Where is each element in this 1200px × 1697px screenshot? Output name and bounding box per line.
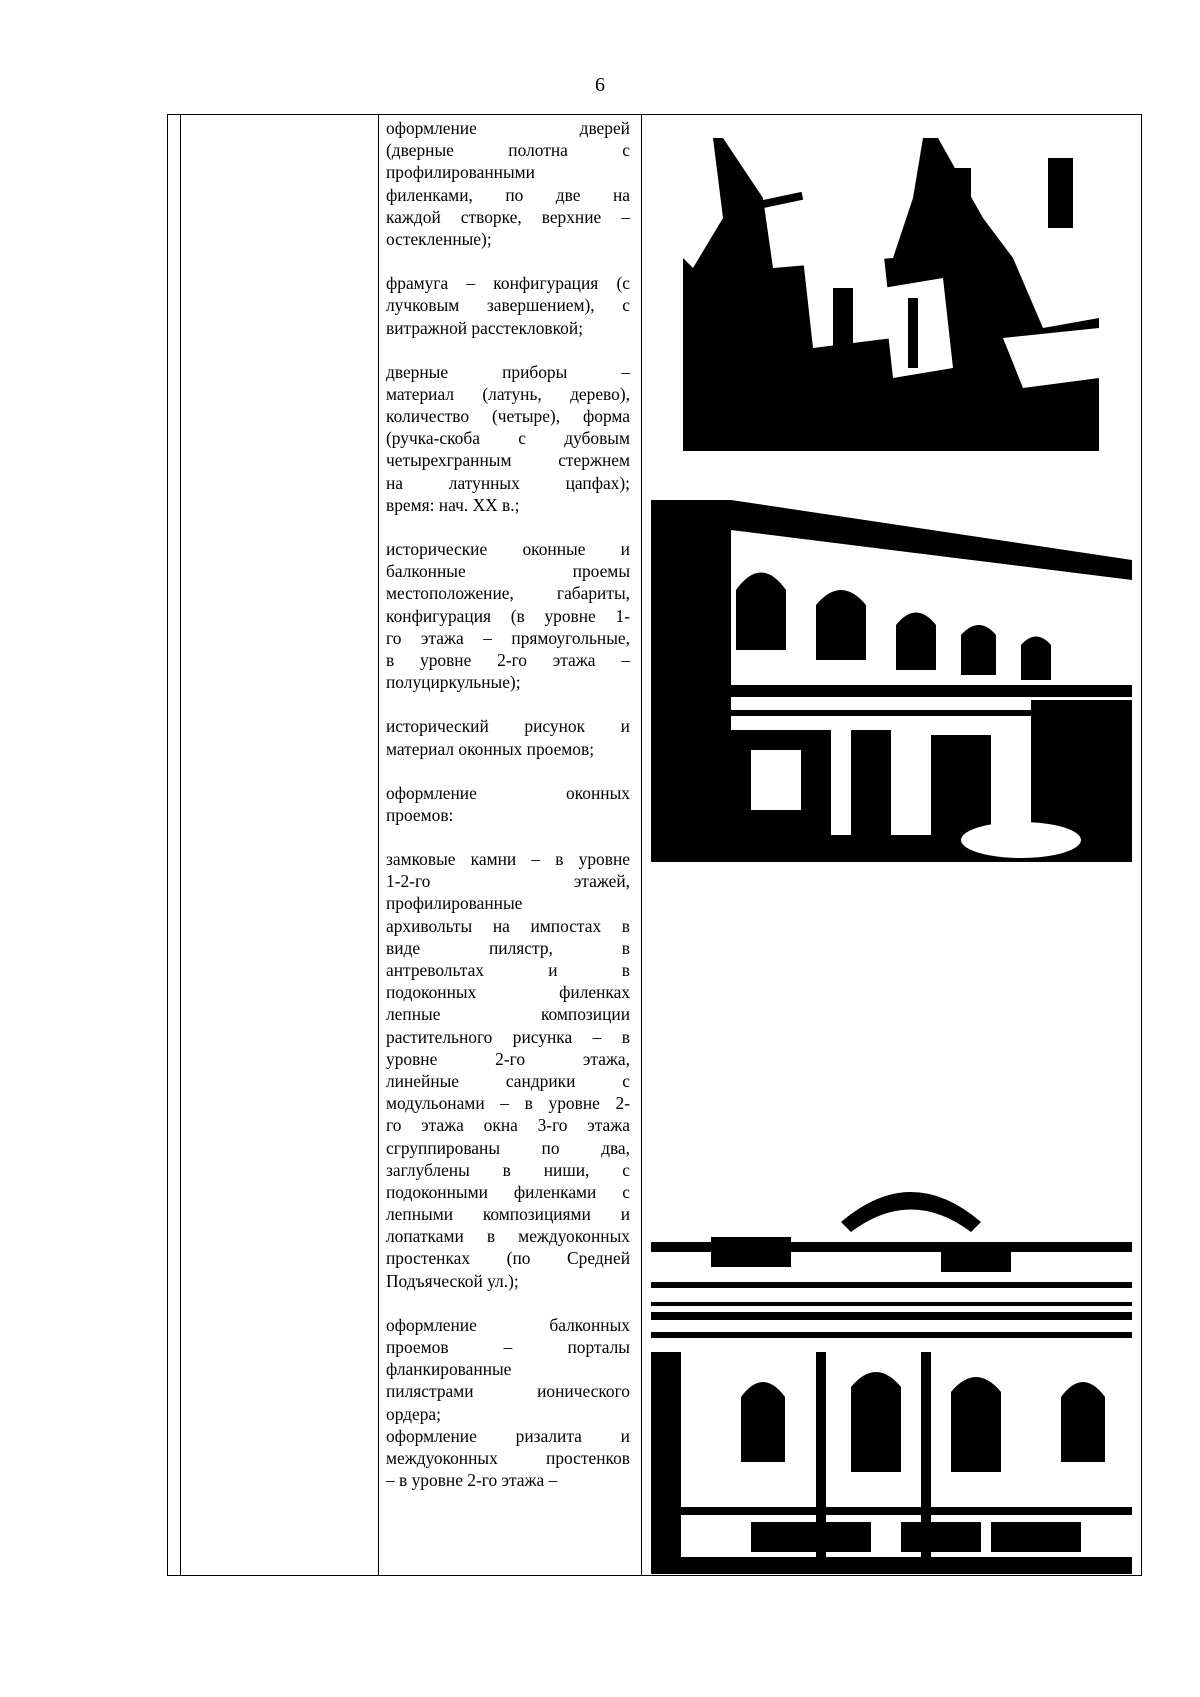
text-line: лучковым завершением), с	[386, 295, 630, 316]
text-line: каждой створке, верхние –	[386, 206, 630, 227]
paragraph-window-openings	[386, 538, 630, 693]
text-line: оформление оконных	[386, 782, 630, 803]
text-line: лепными композициями и	[386, 1204, 630, 1225]
text-line: фланкированные	[386, 1359, 512, 1380]
text-line: местоположение, габариты,	[386, 583, 630, 604]
text-line: растительного рисунка – в	[386, 1026, 630, 1047]
text-line: конфигурация (в уровне 1-	[386, 605, 630, 626]
text-line: замковые камни – в уровне	[386, 849, 630, 870]
text-line: четырехгранным стержнем	[386, 450, 630, 471]
paragraph-transom	[386, 272, 630, 339]
text-line: профилированными	[386, 162, 535, 183]
column-divider-1	[180, 115, 181, 1575]
text-line: междуоконных простенков	[386, 1447, 630, 1468]
text-line: исторические оконные и	[386, 539, 630, 559]
paragraph-risalit	[386, 1425, 630, 1492]
text-line: го этажа окна 3-го этажа	[386, 1115, 630, 1136]
text-line: сгруппированы по два,	[386, 1137, 630, 1158]
text-line: оформление дверей	[386, 118, 630, 138]
text-line: – в уровне 2-го этажа –	[386, 1470, 558, 1491]
text-line: количество (четыре), форма	[386, 406, 630, 427]
text-line: ордера;	[386, 1403, 441, 1424]
text-line: в уровне 2-го этажа –	[386, 649, 630, 670]
text-line: Подъяческой ул.);	[386, 1270, 519, 1291]
paragraph-door-hardware	[386, 361, 630, 516]
photo-facade	[651, 500, 1132, 862]
text-line: проемов:	[386, 804, 454, 825]
text-line: проемов – порталы	[386, 1337, 630, 1357]
text-line: 1-2-го этажей,	[386, 871, 630, 892]
text-line: го этажа – прямоугольные,	[386, 627, 630, 648]
text-line: дверные приборы –	[386, 361, 630, 382]
text-line: подоконными филенками с	[386, 1181, 630, 1202]
text-line: остекленные);	[386, 228, 492, 249]
text-line: фрамуга – конфигурация (с	[386, 273, 630, 294]
description-column	[386, 117, 630, 1513]
text-line: (ручка-скоба с дубовым	[386, 428, 630, 449]
photo-risalit-image	[651, 1162, 1132, 1574]
photo-door	[683, 138, 1099, 451]
paragraph-window-decor	[386, 782, 630, 826]
photo-door-image	[683, 138, 1099, 451]
text-line: филенками, по две на	[386, 184, 630, 205]
text-line: архивольты на импостах в	[386, 915, 630, 936]
text-line: витражной расстекловкой;	[386, 317, 584, 338]
paragraph-keystones	[386, 848, 630, 1292]
text-line: подоконных филенках	[386, 982, 630, 1003]
photo-risalit	[651, 1162, 1132, 1574]
text-line: виде пилястр, в	[386, 937, 630, 958]
column-divider-3	[641, 115, 642, 1575]
paragraph-window-pattern	[386, 715, 630, 759]
text-line: материал (латунь, дерево),	[386, 383, 630, 404]
text-line: оформление балконных	[386, 1314, 630, 1335]
text-line: линейные сандрики с	[386, 1070, 630, 1091]
text-line: модульонами – в уровне 2-	[386, 1093, 630, 1114]
text-line: материал оконных проемов;	[386, 738, 595, 759]
text-line: лепные композиции	[386, 1004, 630, 1025]
text-line: пилястрами ионического	[386, 1381, 630, 1402]
paragraph-doors	[386, 117, 630, 250]
text-line: профилированные	[386, 893, 523, 914]
photo-facade-image	[651, 500, 1132, 862]
text-line: на латунных цапфах);	[386, 472, 630, 493]
text-line: уровне 2-го этажа,	[386, 1048, 630, 1069]
column-divider-2	[378, 115, 379, 1575]
text-line: (дверные полотна с	[386, 140, 630, 161]
text-line: балконные проемы	[386, 561, 630, 582]
paragraph-balcony-decor	[386, 1314, 630, 1425]
text-line: лопатками в междуоконных	[386, 1226, 630, 1247]
text-line: исторический рисунок и	[386, 716, 630, 737]
page-number: 6	[595, 74, 605, 96]
text-line: время: нач. XX в.;	[386, 494, 520, 515]
text-line: антревольтах и в	[386, 960, 630, 980]
text-line: оформление ризалита и	[386, 1425, 630, 1446]
text-line: полуциркульные);	[386, 672, 521, 693]
text-line: простенках (по Средней	[386, 1248, 630, 1269]
text-line: заглублены в ниши, с	[386, 1159, 630, 1180]
